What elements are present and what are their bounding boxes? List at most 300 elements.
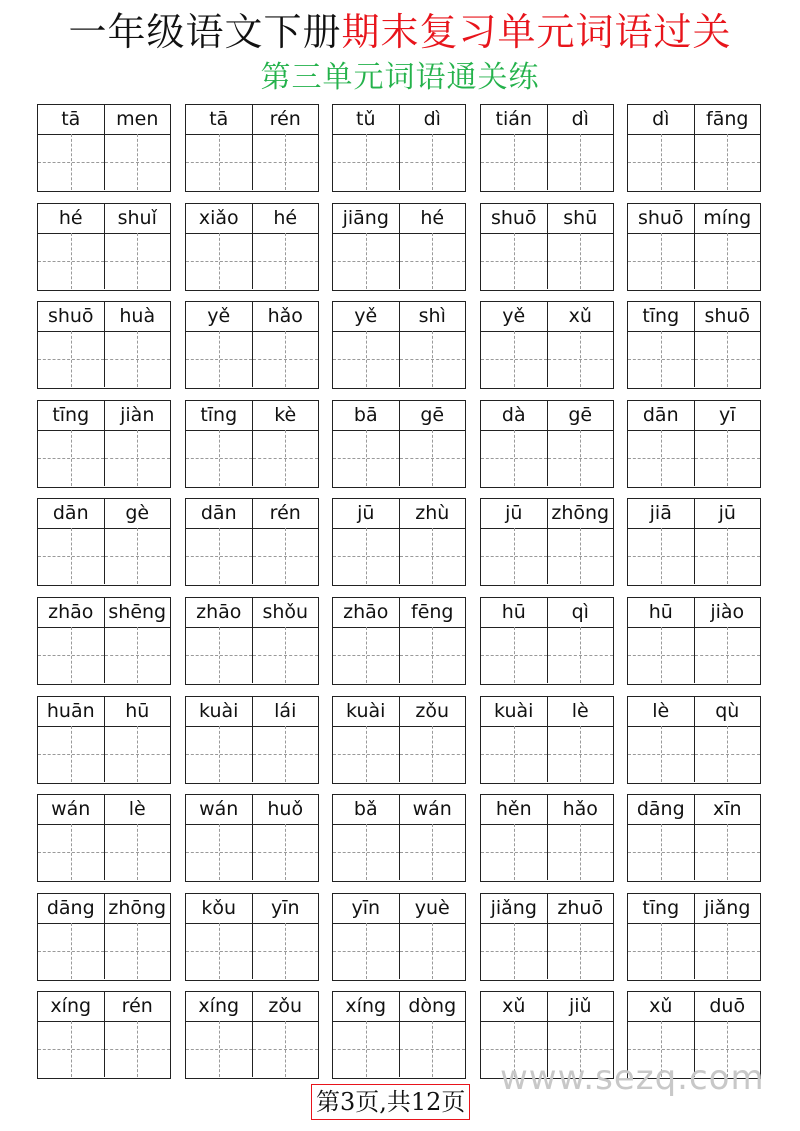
pinyin-syllable: zhōng bbox=[104, 894, 171, 923]
pinyin-syllable: xíng bbox=[50, 995, 92, 1017]
word-card bbox=[37, 893, 171, 981]
character-box-row bbox=[333, 627, 465, 683]
pinyin-syllable: jiǎng bbox=[490, 897, 537, 919]
word-card bbox=[480, 400, 614, 488]
pinyin-syllable: dì bbox=[399, 105, 466, 134]
pinyin-syllable: hū bbox=[648, 601, 673, 623]
pinyin-row bbox=[333, 795, 465, 825]
tianzige-writing-cell[interactable] bbox=[628, 824, 694, 880]
pinyin-syllable: jū bbox=[694, 499, 761, 528]
pinyin-syllable: míng bbox=[694, 204, 761, 233]
pinyin-row bbox=[333, 401, 465, 431]
pinyin-row bbox=[481, 598, 613, 628]
pinyin-syllable: rén bbox=[252, 105, 319, 134]
character-box-row bbox=[628, 923, 760, 979]
tianzige-writing-cell[interactable] bbox=[694, 528, 761, 584]
word-card bbox=[185, 104, 319, 192]
pinyin-syllable: hǎo bbox=[547, 795, 614, 824]
pinyin-syllable: yīn bbox=[252, 894, 319, 923]
pinyin-syllable: bā bbox=[353, 404, 378, 426]
pinyin-row bbox=[628, 499, 760, 529]
word-card bbox=[185, 893, 319, 981]
tianzige-writing-cell[interactable] bbox=[694, 331, 761, 387]
tianzige-writing-cell[interactable] bbox=[628, 627, 694, 683]
word-card bbox=[37, 104, 171, 192]
tianzige-writing-cell[interactable] bbox=[333, 1021, 399, 1077]
pinyin-row bbox=[628, 204, 760, 234]
pinyin-row bbox=[628, 894, 760, 924]
tianzige-writing-cell[interactable] bbox=[694, 134, 761, 190]
character-box-row bbox=[481, 528, 613, 584]
word-card bbox=[627, 893, 761, 981]
character-box-row bbox=[481, 923, 613, 979]
tianzige-writing-cell[interactable] bbox=[186, 1021, 252, 1077]
word-card bbox=[480, 498, 614, 586]
tianzige-writing-cell[interactable] bbox=[399, 726, 466, 782]
tianzige-writing-cell[interactable] bbox=[399, 923, 466, 979]
word-card bbox=[332, 301, 466, 389]
pinyin-syllable: tīng bbox=[642, 305, 680, 327]
pinyin-row bbox=[186, 401, 318, 431]
word-card bbox=[185, 597, 319, 685]
tianzige-writing-cell[interactable] bbox=[547, 726, 614, 782]
character-box-row bbox=[628, 627, 760, 683]
word-card bbox=[37, 696, 171, 784]
character-box-row bbox=[186, 134, 318, 190]
pinyin-row bbox=[333, 598, 465, 628]
tianzige-writing-cell[interactable] bbox=[333, 233, 399, 289]
tianzige-writing-cell[interactable] bbox=[38, 528, 104, 584]
pinyin-syllable: yuè bbox=[399, 894, 466, 923]
tianzige-writing-cell[interactable] bbox=[694, 430, 761, 486]
tianzige-writing-cell[interactable] bbox=[104, 1021, 171, 1077]
tianzige-writing-cell[interactable] bbox=[333, 331, 399, 387]
character-box-row bbox=[333, 726, 465, 782]
tianzige-writing-cell[interactable] bbox=[186, 726, 252, 782]
pinyin-row bbox=[481, 499, 613, 529]
pinyin-syllable: yě bbox=[502, 305, 526, 327]
character-box-row bbox=[38, 726, 170, 782]
pinyin-syllable: tián bbox=[495, 108, 532, 130]
pinyin-syllable: wán bbox=[199, 798, 239, 820]
pinyin-row bbox=[186, 894, 318, 924]
pinyin-syllable: shuō bbox=[694, 302, 761, 331]
pinyin-syllable: hǎo bbox=[252, 302, 319, 331]
word-card bbox=[185, 696, 319, 784]
tianzige-writing-cell[interactable] bbox=[333, 134, 399, 190]
tianzige-writing-cell[interactable] bbox=[252, 528, 319, 584]
pinyin-syllable: tīng bbox=[52, 404, 90, 426]
tianzige-writing-cell[interactable] bbox=[252, 824, 319, 880]
character-box-row bbox=[333, 1021, 465, 1077]
pinyin-syllable: dà bbox=[501, 404, 526, 426]
tianzige-writing-cell[interactable] bbox=[694, 627, 761, 683]
pinyin-syllable: jiǎng bbox=[694, 894, 761, 923]
tianzige-writing-cell[interactable] bbox=[481, 528, 547, 584]
character-box-row bbox=[38, 1021, 170, 1077]
pinyin-syllable: zhāo bbox=[196, 601, 242, 623]
word-card bbox=[627, 400, 761, 488]
tianzige-writing-cell[interactable] bbox=[628, 233, 694, 289]
pinyin-syllable: hū bbox=[501, 601, 526, 623]
pinyin-syllable: tīng bbox=[642, 897, 680, 919]
tianzige-writing-cell[interactable] bbox=[333, 627, 399, 683]
pinyin-syllable: jū bbox=[357, 502, 375, 524]
pinyin-row bbox=[38, 598, 170, 628]
tianzige-writing-cell[interactable] bbox=[38, 627, 104, 683]
word-card bbox=[332, 794, 466, 882]
character-box-row bbox=[481, 134, 613, 190]
character-box-row bbox=[333, 923, 465, 979]
tianzige-writing-cell[interactable] bbox=[38, 331, 104, 387]
pinyin-syllable: huǒ bbox=[252, 795, 319, 824]
tianzige-writing-cell[interactable] bbox=[252, 923, 319, 979]
pinyin-row bbox=[38, 795, 170, 825]
character-box-row bbox=[38, 233, 170, 289]
tianzige-writing-cell[interactable] bbox=[481, 430, 547, 486]
pinyin-row bbox=[186, 795, 318, 825]
pinyin-row bbox=[38, 697, 170, 727]
pinyin-row bbox=[38, 105, 170, 135]
pinyin-row bbox=[38, 302, 170, 332]
pinyin-row bbox=[186, 499, 318, 529]
tianzige-writing-cell[interactable] bbox=[38, 1021, 104, 1077]
tianzige-writing-cell[interactable] bbox=[38, 134, 104, 190]
tianzige-writing-cell[interactable] bbox=[38, 726, 104, 782]
character-box-row bbox=[186, 726, 318, 782]
character-box-row bbox=[333, 528, 465, 584]
word-card bbox=[627, 104, 761, 192]
tianzige-writing-cell[interactable] bbox=[252, 430, 319, 486]
tianzige-writing-cell[interactable] bbox=[399, 528, 466, 584]
tianzige-writing-cell[interactable] bbox=[38, 824, 104, 880]
word-card bbox=[37, 794, 171, 882]
tianzige-writing-cell[interactable] bbox=[694, 923, 761, 979]
pinyin-syllable: dāng bbox=[636, 798, 685, 820]
pinyin-row bbox=[186, 105, 318, 135]
character-box-row bbox=[38, 331, 170, 387]
word-card bbox=[627, 696, 761, 784]
tianzige-writing-cell[interactable] bbox=[547, 627, 614, 683]
word-card bbox=[185, 301, 319, 389]
pinyin-syllable: hé bbox=[58, 207, 83, 229]
pinyin-syllable: hé bbox=[399, 204, 466, 233]
pinyin-row bbox=[481, 401, 613, 431]
word-card bbox=[480, 794, 614, 882]
pinyin-row bbox=[628, 105, 760, 135]
pinyin-syllable: wán bbox=[51, 798, 91, 820]
pinyin-syllable: lè bbox=[652, 700, 670, 722]
tianzige-writing-cell[interactable] bbox=[399, 233, 466, 289]
tianzige-writing-cell[interactable] bbox=[628, 923, 694, 979]
pinyin-row bbox=[333, 894, 465, 924]
tianzige-writing-cell[interactable] bbox=[104, 331, 171, 387]
character-box-row bbox=[186, 824, 318, 880]
pinyin-row bbox=[186, 302, 318, 332]
pinyin-syllable: hé bbox=[252, 204, 319, 233]
word-card bbox=[332, 203, 466, 291]
character-box-row bbox=[186, 430, 318, 486]
pinyin-syllable: yīn bbox=[351, 897, 381, 919]
pinyin-syllable: shuō bbox=[47, 305, 94, 327]
tianzige-writing-cell[interactable] bbox=[333, 923, 399, 979]
tianzige-writing-cell[interactable] bbox=[547, 233, 614, 289]
tianzige-writing-cell[interactable] bbox=[252, 1021, 319, 1077]
pinyin-syllable: lái bbox=[252, 697, 319, 726]
pinyin-syllable: shì bbox=[399, 302, 466, 331]
character-box-row bbox=[186, 627, 318, 683]
character-box-row bbox=[628, 331, 760, 387]
pinyin-syllable: jiǔ bbox=[547, 992, 614, 1021]
pinyin-row bbox=[481, 204, 613, 234]
pinyin-syllable: dān bbox=[52, 502, 89, 524]
character-box-row bbox=[186, 528, 318, 584]
pinyin-syllable: yě bbox=[354, 305, 378, 327]
character-box-row bbox=[333, 134, 465, 190]
tianzige-writing-cell[interactable] bbox=[399, 134, 466, 190]
pinyin-syllable: yī bbox=[694, 401, 761, 430]
character-box-row bbox=[481, 331, 613, 387]
tianzige-writing-cell[interactable] bbox=[481, 627, 547, 683]
tianzige-writing-cell[interactable] bbox=[38, 233, 104, 289]
pinyin-syllable: hū bbox=[104, 697, 171, 726]
tianzige-writing-cell[interactable] bbox=[547, 824, 614, 880]
character-box-row bbox=[333, 331, 465, 387]
pinyin-row bbox=[186, 992, 318, 1022]
word-card bbox=[480, 696, 614, 784]
pinyin-syllable: tā bbox=[61, 108, 81, 130]
tianzige-writing-cell[interactable] bbox=[481, 824, 547, 880]
tianzige-writing-cell[interactable] bbox=[481, 233, 547, 289]
pinyin-syllable: yě bbox=[207, 305, 231, 327]
tianzige-writing-cell[interactable] bbox=[252, 233, 319, 289]
word-card bbox=[185, 991, 319, 1079]
tianzige-writing-cell[interactable] bbox=[186, 923, 252, 979]
pinyin-syllable: bǎ bbox=[353, 798, 378, 820]
pinyin-syllable: xǔ bbox=[502, 995, 526, 1017]
tianzige-writing-cell[interactable] bbox=[481, 134, 547, 190]
character-box-row bbox=[186, 923, 318, 979]
pinyin-syllable: xīn bbox=[694, 795, 761, 824]
pinyin-syllable: zhōng bbox=[547, 499, 614, 528]
character-box-row bbox=[481, 627, 613, 683]
pinyin-syllable: dì bbox=[652, 108, 670, 130]
tianzige-writing-cell[interactable] bbox=[38, 430, 104, 486]
pinyin-row bbox=[628, 992, 760, 1022]
pinyin-syllable: shū bbox=[547, 204, 614, 233]
pinyin-syllable: kè bbox=[252, 401, 319, 430]
tianzige-writing-cell[interactable] bbox=[333, 430, 399, 486]
tianzige-writing-cell[interactable] bbox=[252, 134, 319, 190]
tianzige-writing-cell[interactable] bbox=[186, 528, 252, 584]
tianzige-writing-cell[interactable] bbox=[628, 528, 694, 584]
word-card bbox=[332, 991, 466, 1079]
word-card bbox=[480, 203, 614, 291]
character-box-row bbox=[481, 430, 613, 486]
tianzige-writing-cell[interactable] bbox=[547, 331, 614, 387]
character-box-row bbox=[38, 430, 170, 486]
word-card bbox=[185, 203, 319, 291]
pinyin-syllable: dì bbox=[547, 105, 614, 134]
pinyin-syllable: huān bbox=[46, 700, 95, 722]
word-card bbox=[37, 991, 171, 1079]
tianzige-writing-cell[interactable] bbox=[694, 233, 761, 289]
title-topic: 期末复习单元词语过关 bbox=[341, 10, 732, 54]
tianzige-writing-cell[interactable] bbox=[628, 726, 694, 782]
tianzige-writing-cell[interactable] bbox=[333, 726, 399, 782]
pinyin-row bbox=[38, 499, 170, 529]
pinyin-row bbox=[333, 499, 465, 529]
pinyin-row bbox=[481, 795, 613, 825]
tianzige-writing-cell[interactable] bbox=[399, 627, 466, 683]
tianzige-writing-cell[interactable] bbox=[694, 824, 761, 880]
character-box-row bbox=[38, 923, 170, 979]
character-box-row bbox=[628, 134, 760, 190]
word-card bbox=[185, 498, 319, 586]
tianzige-writing-cell[interactable] bbox=[186, 134, 252, 190]
page-number: 第3页,共12页 bbox=[311, 1084, 470, 1120]
character-box-row bbox=[186, 331, 318, 387]
pinyin-syllable: jiā bbox=[649, 502, 672, 524]
tianzige-writing-cell[interactable] bbox=[104, 430, 171, 486]
tianzige-writing-cell[interactable] bbox=[104, 528, 171, 584]
pinyin-row bbox=[628, 598, 760, 628]
pinyin-syllable: gè bbox=[104, 499, 171, 528]
pinyin-syllable: shēng bbox=[104, 598, 171, 627]
word-card bbox=[480, 104, 614, 192]
pinyin-row bbox=[38, 992, 170, 1022]
tianzige-writing-cell[interactable] bbox=[547, 134, 614, 190]
page-title bbox=[0, 6, 800, 58]
tianzige-writing-cell[interactable] bbox=[104, 726, 171, 782]
pinyin-row bbox=[333, 992, 465, 1022]
watermark: www.sezq.com bbox=[500, 1058, 765, 1098]
tianzige-writing-cell[interactable] bbox=[252, 331, 319, 387]
pinyin-syllable: lè bbox=[104, 795, 171, 824]
character-box-row bbox=[186, 233, 318, 289]
word-card bbox=[627, 498, 761, 586]
word-card bbox=[37, 203, 171, 291]
word-card bbox=[37, 597, 171, 685]
word-card bbox=[480, 301, 614, 389]
tianzige-writing-cell[interactable] bbox=[547, 430, 614, 486]
pinyin-syllable: wán bbox=[399, 795, 466, 824]
tianzige-writing-cell[interactable] bbox=[399, 430, 466, 486]
pinyin-row bbox=[628, 697, 760, 727]
pinyin-syllable: duō bbox=[694, 992, 761, 1021]
word-card bbox=[332, 696, 466, 784]
tianzige-writing-cell[interactable] bbox=[104, 923, 171, 979]
tianzige-writing-cell[interactable] bbox=[399, 824, 466, 880]
tianzige-writing-cell[interactable] bbox=[104, 134, 171, 190]
pinyin-syllable: gē bbox=[399, 401, 466, 430]
pinyin-syllable: kǒu bbox=[201, 897, 237, 919]
pinyin-row bbox=[481, 105, 613, 135]
pinyin-row bbox=[38, 894, 170, 924]
tianzige-writing-cell[interactable] bbox=[481, 726, 547, 782]
pinyin-row bbox=[333, 697, 465, 727]
word-card bbox=[332, 400, 466, 488]
pinyin-syllable: lè bbox=[547, 697, 614, 726]
tianzige-writing-cell[interactable] bbox=[547, 528, 614, 584]
character-box-row bbox=[333, 430, 465, 486]
character-box-row bbox=[333, 233, 465, 289]
pinyin-syllable: zhuō bbox=[547, 894, 614, 923]
tianzige-writing-cell[interactable] bbox=[333, 528, 399, 584]
pinyin-syllable: shuō bbox=[637, 207, 684, 229]
tianzige-writing-cell[interactable] bbox=[252, 627, 319, 683]
tianzige-writing-cell[interactable] bbox=[186, 824, 252, 880]
pinyin-syllable: xǔ bbox=[547, 302, 614, 331]
tianzige-writing-cell[interactable] bbox=[104, 233, 171, 289]
tianzige-writing-cell[interactable] bbox=[186, 233, 252, 289]
character-box-row bbox=[38, 528, 170, 584]
character-box-row bbox=[628, 824, 760, 880]
tianzige-writing-cell[interactable] bbox=[104, 824, 171, 880]
tianzige-writing-cell[interactable] bbox=[399, 331, 466, 387]
page-subtitle: 第三单元词语通关练 bbox=[260, 60, 540, 95]
pinyin-row bbox=[333, 105, 465, 135]
tianzige-writing-cell[interactable] bbox=[333, 824, 399, 880]
pinyin-row bbox=[481, 697, 613, 727]
pinyin-syllable: qì bbox=[547, 598, 614, 627]
pinyin-syllable: tā bbox=[209, 108, 229, 130]
tianzige-writing-cell[interactable] bbox=[186, 430, 252, 486]
tianzige-writing-cell[interactable] bbox=[186, 331, 252, 387]
word-card bbox=[37, 400, 171, 488]
tianzige-writing-cell[interactable] bbox=[547, 923, 614, 979]
tianzige-writing-cell[interactable] bbox=[628, 430, 694, 486]
tianzige-writing-cell[interactable] bbox=[186, 627, 252, 683]
tianzige-writing-cell[interactable] bbox=[38, 923, 104, 979]
tianzige-writing-cell[interactable] bbox=[481, 331, 547, 387]
tianzige-writing-cell[interactable] bbox=[628, 331, 694, 387]
word-card bbox=[185, 400, 319, 488]
pinyin-syllable: kuài bbox=[346, 700, 386, 722]
pinyin-syllable: dāng bbox=[46, 897, 95, 919]
character-box-row bbox=[333, 824, 465, 880]
pinyin-syllable: huà bbox=[104, 302, 171, 331]
pinyin-syllable: jiàn bbox=[104, 401, 171, 430]
pinyin-syllable: zǒu bbox=[399, 697, 466, 726]
pinyin-row bbox=[333, 302, 465, 332]
word-card bbox=[332, 498, 466, 586]
pinyin-syllable: shǒu bbox=[252, 598, 319, 627]
pinyin-syllable: jū bbox=[505, 502, 523, 524]
character-box-row bbox=[38, 824, 170, 880]
tianzige-writing-cell[interactable] bbox=[399, 1021, 466, 1077]
tianzige-writing-cell[interactable] bbox=[694, 726, 761, 782]
pinyin-syllable: tǔ bbox=[356, 108, 376, 130]
pinyin-syllable: tīng bbox=[200, 404, 238, 426]
tianzige-writing-cell[interactable] bbox=[481, 923, 547, 979]
pinyin-row bbox=[186, 204, 318, 234]
pinyin-row bbox=[38, 204, 170, 234]
pinyin-row bbox=[186, 697, 318, 727]
character-box-row bbox=[628, 233, 760, 289]
pinyin-syllable: rén bbox=[104, 992, 171, 1021]
pinyin-row bbox=[481, 302, 613, 332]
tianzige-writing-cell[interactable] bbox=[628, 134, 694, 190]
pinyin-row bbox=[628, 401, 760, 431]
tianzige-writing-cell[interactable] bbox=[252, 726, 319, 782]
pinyin-syllable: dòng bbox=[399, 992, 466, 1021]
word-card bbox=[185, 794, 319, 882]
pinyin-syllable: zhù bbox=[399, 499, 466, 528]
tianzige-writing-cell[interactable] bbox=[104, 627, 171, 683]
pinyin-syllable: kuài bbox=[494, 700, 534, 722]
pinyin-row bbox=[186, 598, 318, 628]
